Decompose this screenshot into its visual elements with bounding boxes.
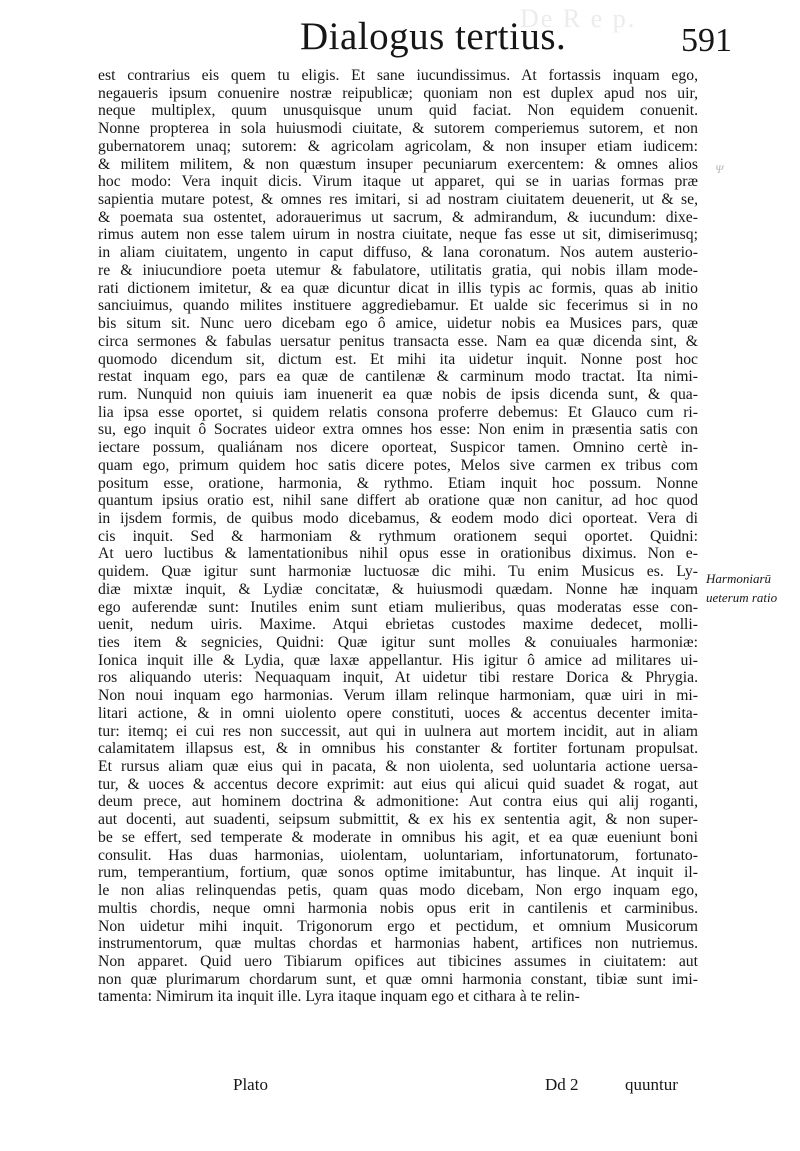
text-line: & poemata sua ostentet, adorauerimus ut sacrum, & admirandum, & iucundum: dixe-	[98, 208, 698, 226]
text-line: sapientia mutare potest, & omnes res imitari, si ad nostram ciuitatem deuenerit, ut & se,	[98, 191, 698, 209]
text-line: tamenta: Nimirum ita inquit ille. Lyra itaque inquam ego et cithara à te relin-	[98, 988, 580, 1006]
footer-author: Plato	[233, 1075, 268, 1094]
text-line: sanciuimus, quando milites instituere aggrediebamur. Et ualde sic fecerimus si in no	[98, 297, 698, 315]
text-line: litari actione, & in omni uiolento opere constituti, uoces & accentus decenter imita-	[98, 704, 698, 722]
text-line: cis inquit. Sed & harmoniam & rythmum orationem sequi oportet. Quidni:	[98, 527, 698, 545]
text-line: quantum ipsius oratio est, nihil sane differt ab oratione quæ non canitur, ad hoc quod	[98, 492, 698, 510]
body-text	[98, 67, 698, 1006]
text-line: quam ego, primum quidem hoc satis dicere potes, Melos sive carmen ex tribus com	[98, 456, 698, 474]
text-line: ros aliquando uteris: Nequaquam inquit, At uidetur tibi restare Dorica & Phrygia.	[98, 669, 698, 687]
text-line: Ionica inquit ille & Lydia, quæ laxæ appellantur. His igitur ô amice ad militares ui-	[98, 651, 698, 669]
faded-margin-note: Ψ	[715, 162, 724, 176]
text-line: negaueris ipsum conuenire nostræ reipublicæ; quoniam non est duplex apud nos uir,	[98, 84, 698, 102]
bleed-through-text: De R e p.	[520, 4, 637, 33]
text-line: circa sermones & fabulas uersatur penitus transacta esse. Nam ea quæ dicenda sint, &	[98, 332, 698, 350]
text-line: be se effert, sed temperate & moderate in omnibus his agit, et ea quæ eueniunt boni	[98, 828, 698, 846]
text-line: Nonne propterea in sola huiusmodi ciuitate, & sutorem comperiemus sutorem, et non	[98, 120, 698, 138]
text-line: quomodo dicendum sit, dictum est. Et mihi ita uidetur inquit. Nonne post hoc	[98, 350, 698, 368]
text-line: iectare possum, qualiánam nos dicere oporteat, Suspicor tamen. Omnino certè in-	[98, 439, 698, 457]
text-line: positum esse, oratione, harmonia, & rythmo. Etiam inquit hoc possum. Nonne	[98, 474, 698, 492]
text-line: Et rursus aliam quæ eius qui in pacata, & non uiolenta, sed uoluntaria actione uersa-	[98, 758, 698, 776]
page-number: 591	[681, 22, 732, 59]
text-line: hoc modo: Vera inquit dicis. Virum itaque ut apparet, qui se in uarias formas præ	[98, 173, 698, 191]
text-line: aut docenti, aut suadenti, seipsum submittit, & ex his ex sententia agit, & non super-	[98, 811, 698, 829]
text-line: quidem. Quæ igitur sunt harmoniæ luctuosæ dic mihi. Tu enim Musicus es. Ly-	[98, 563, 698, 581]
text-line: rimus autem non esse talem uirum in nostra ciuitate, neque fas esse ut sit, dimiserimusq;	[98, 226, 698, 244]
text-line: ego auferendæ sunt: Inutiles enim sunt etiam mulieribus, quas moderatas esse con-	[98, 598, 698, 616]
text-line: multis chordis, neque omni harmonia nobis opus erit in cantilenis et carminibus.	[98, 899, 698, 917]
text-line: re & iniucundiore poeta utemur & fabulatore, utilitatis gratia, qui nobis illam mode-	[98, 261, 698, 279]
text-line: At uero luctibus & lamentationibus nihil opus esse in orationibus diximus. Non e-	[98, 545, 698, 563]
text-line: restat inquam ego, pars ea quæ de cantilenæ & carminum modo tractat. Ita nimi-	[98, 368, 698, 386]
text-line: non quæ plurimarum chordarum sunt, et quæ omni harmonia constant, tibiæ sunt imi-	[98, 970, 698, 988]
text-line: deum prece, aut hominem doctrina & admonitione: Aut contra eius qui alij roganti,	[98, 793, 698, 811]
text-line: consulit. Has duas harmonias, uiolentam, uoluntariam, infortunatorum, fortunato-	[98, 846, 698, 864]
margin-note-line: ueterum ratio	[706, 590, 778, 605]
text-line: & militem militem, & non quæstum insuper pecuniarum exercentem: & omnes alios	[98, 155, 698, 173]
text-line: rum, temperantium, fortium, quæ sonos optime imitabuntur, has linque. At inquit il-	[98, 864, 698, 882]
signature-mark: Dd 2	[545, 1075, 579, 1094]
text-line: est contrarius eis quem tu eligis. Et sane iucundissimus. At fortassis inquam ego,	[98, 67, 698, 84]
text-line: Non noui inquam ego harmonias. Verum illam relinque harmoniam, quæ uiri in mi-	[98, 687, 698, 705]
text-line: gubernatorem unaq; sutorem: & agricolam agricolam, & non insuper etiam iudicem:	[98, 137, 698, 155]
text-line: tur, & uoces & accentus decore exprimit: aut eius qui alicui quid suadet & rogat, aut	[98, 775, 698, 793]
catchword: quuntur	[625, 1075, 678, 1094]
text-line: bis situm sit. Nunc uero dicebam ego ô amice, uidetur nobis ea Musices pars, quæ	[98, 315, 698, 333]
text-line: tur: itemq; ei cui res non successit, aut qui in uulnera aut mortem incidit, aut in aliam	[98, 722, 698, 740]
text-line: in ijsdem formis, de quibus modo dicebamus, & eodem modo dici oporteat. Vera di	[98, 509, 698, 527]
text-line: neque multiplex, quum unusquisque unum quid faciat. Non equidem conuenit.	[98, 102, 698, 120]
text-line: in aliam ciuitatem, ungento in caput diffuso, & lana coronatum. Nos autem austerio-	[98, 244, 698, 262]
text-line: calamitatem illapsus est, & in omnibus his constanter & fortiter fortunam propulsat.	[98, 740, 698, 758]
text-line: rati dictionem imitetur, & ea quæ dicuntur dicat in illis typis ac formis, quas ab initio	[98, 279, 698, 297]
text-line: rum. Nunquid non quiuis iam inuenerit ea quæ nobis de ipsis dicenda sunt, & qua-	[98, 385, 698, 403]
text-line: diæ mixtæ inquit, & Lydiæ concitatæ, & huiusmodi quædam. Nonne hæ inquam	[98, 580, 698, 598]
text-line: Non apparet. Quid uero Tibiarum opifices aut tibicines assumes in ciuitatem: aut	[98, 952, 698, 970]
margin-note	[706, 569, 777, 607]
text-line: ties item & segnicies, Quidni: Quæ igitur sunt molles & conuiuales harmoniæ:	[98, 634, 698, 651]
text-line: le non alias relinquendas petis, quam quas modo dicebam, Non ergo inquam ego,	[98, 882, 698, 900]
text-line: lia ipsa esse oportet, si quidem relatis consona proferre debemus: Et Glauco cum ri-	[98, 403, 698, 421]
margin-note-line: Harmoniarū	[706, 571, 772, 586]
text-line: instrumentorum, quæ multas chordas et harmonias habent, artifices non nutriemus.	[98, 935, 698, 953]
text-line: Non uidetur mihi inquit. Trigonorum ergo et pectidum, et omnium Musicorum	[98, 917, 698, 935]
text-line: su, ego inquit ô Socrates uideor extra omnes hos esse: Non enim in præsentia satis con	[98, 421, 698, 439]
running-head: Dialogus tertius.	[300, 15, 567, 58]
text-line: uenit, nedum uiris. Maxime. Atqui ebrietas custodes maxime dedecet, molli-	[98, 616, 698, 634]
